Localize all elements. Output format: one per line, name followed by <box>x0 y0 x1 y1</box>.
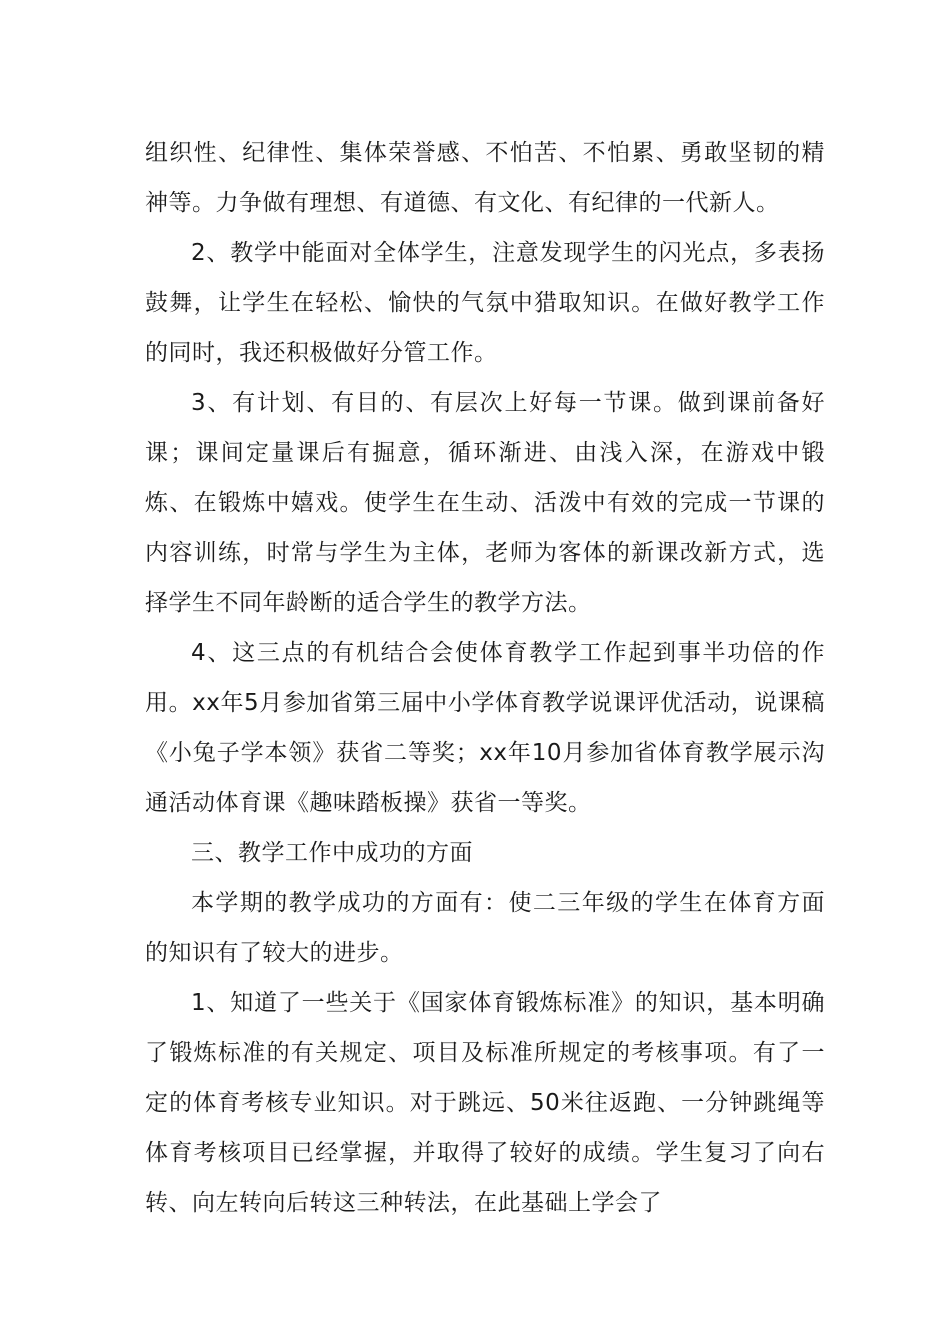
paragraph-4: 4、这三点的有机结合会使体育教学工作起到事半功倍的作用。xx年5月参加省第三届中小学体育教学说课评优活动，说课稿《小兔子学本领》获省二等奖；xx年10月参加省体育教学展示沟通活动体育课《趣味踏板操》获省一等奖。 <box>145 640 825 816</box>
paragraph-6: 1、知道了一些关于《国家体育锻炼标准》的知识，基本明确了锻炼标准的有关规定、项目及标准所规定的考核事项。有了一定的体育考核专业知识。对于跳远、50米往返跑、一分钟跳绳等体育考核项目已经掌握，并取得了较好的成绩。学生复习了向右转、向左转向后转这三种转法，在此基础上学会了 <box>145 990 825 1216</box>
paragraph-3: 3、有计划、有目的、有层次上好每一节课。做到课前备好课；课间定量课后有掘意，循环渐进、由浅入深，在游戏中锻炼、在锻炼中嬉戏。使学生在生动、活泼中有效的完成一节课的内容训练，时常与学生为主体，老师为客体的新课改新方式，选择学生不同年龄断的适合学生的教学方法。 <box>145 390 825 616</box>
paragraph-5: 本学期的教学成功的方面有：使二三年级的学生在体育方面的知识有了较大的进步。 <box>145 890 825 966</box>
paragraph-1: 组织性、纪律性、集体荣誉感、不怕苦、不怕累、勇敢坚韧的精神等。力争做有理想、有道德、有文化、有纪律的一代新人。 <box>145 140 825 216</box>
document-body <box>145 128 825 1228</box>
section-heading: 三、教学工作中成功的方面 <box>191 840 473 866</box>
paragraph-2: 2、教学中能面对全体学生，注意发现学生的闪光点，多表扬鼓舞，让学生在轻松、愉快的气氛中猎取知识。在做好教学工作的同时，我还积极做好分管工作。 <box>145 240 825 366</box>
